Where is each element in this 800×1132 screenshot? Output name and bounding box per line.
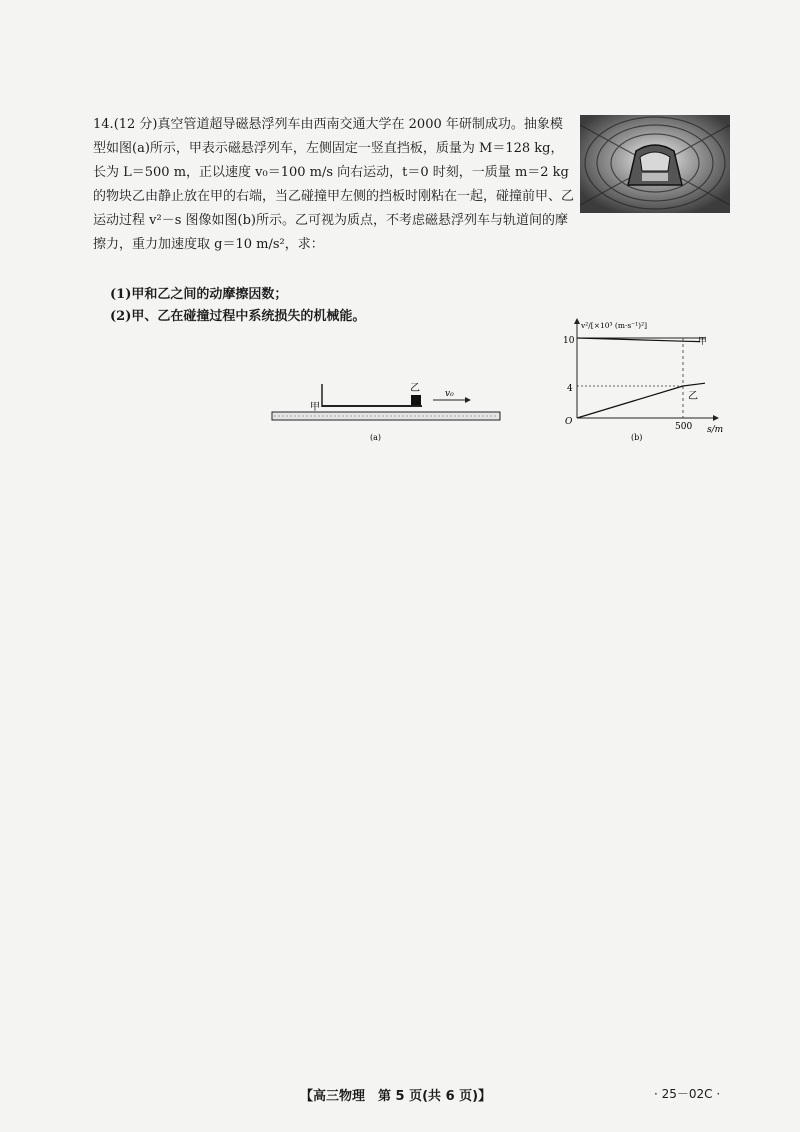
y-axis-label: v²/[×10³ (m·s⁻¹)²]: [581, 321, 648, 330]
x-axis-label: s/m: [707, 425, 724, 435]
block-yi: [411, 395, 421, 405]
ytick-10: 10: [563, 336, 575, 346]
series-yi-extension: [683, 383, 705, 386]
xtick-500: 500: [675, 422, 693, 432]
series-line-yi: [577, 386, 683, 418]
ytick-4: 4: [567, 384, 573, 394]
problem-text: [93, 113, 575, 257]
maglev-tunnel-photo: [580, 115, 730, 213]
series-label-yi: 乙: [688, 391, 698, 402]
problem-14: [93, 113, 575, 257]
problem-points: (12 分): [113, 117, 158, 132]
figure-b: [555, 316, 735, 444]
label-yi: 乙: [410, 383, 420, 394]
series-label-jia: 甲: [698, 337, 708, 347]
problem-number: 14.: [93, 117, 114, 132]
caption-b: (b): [631, 433, 643, 442]
page-footer: [0, 1085, 800, 1109]
caption-a: (a): [370, 433, 382, 442]
series-line-jia: [577, 338, 683, 341]
question-2: (2)甲、乙在碰撞过程中系统损失的机械能。: [110, 309, 366, 324]
problem-body: 真空管道超导磁悬浮列车由西南交通大学在 2000 年研制成功。抽象模型如图(a)所示，甲表示磁悬浮列车，左侧固定一竖直挡板，质量为 M＝128 kg，长为 L＝500 m，正以速度 v₀＝100 m/s 向右运动，t＝0 时刻，一质量 m＝2 kg 的物块乙由静止放在甲的右端，当乙碰撞甲左侧的挡板时刚粘在一起，碰撞前甲、乙运动过程 v²－s 图像如图(b)所示。乙可视为质点，不考虑磁悬浮列车与轨道间的摩擦力，重力加速度取 g＝10 m/s²，求：: [93, 117, 575, 252]
origin-label: O: [565, 417, 573, 427]
footer-code: · 25－02C ·: [654, 1087, 721, 1101]
label-jia: 甲: [310, 402, 320, 413]
figure-a: [270, 380, 510, 460]
label-v0: v₀: [445, 389, 454, 399]
footer-page-info: 【高三物理 第 5 页(共 6 页)】: [300, 1089, 492, 1104]
question-1: (1)甲和乙之间的动摩擦因数；: [110, 287, 288, 302]
